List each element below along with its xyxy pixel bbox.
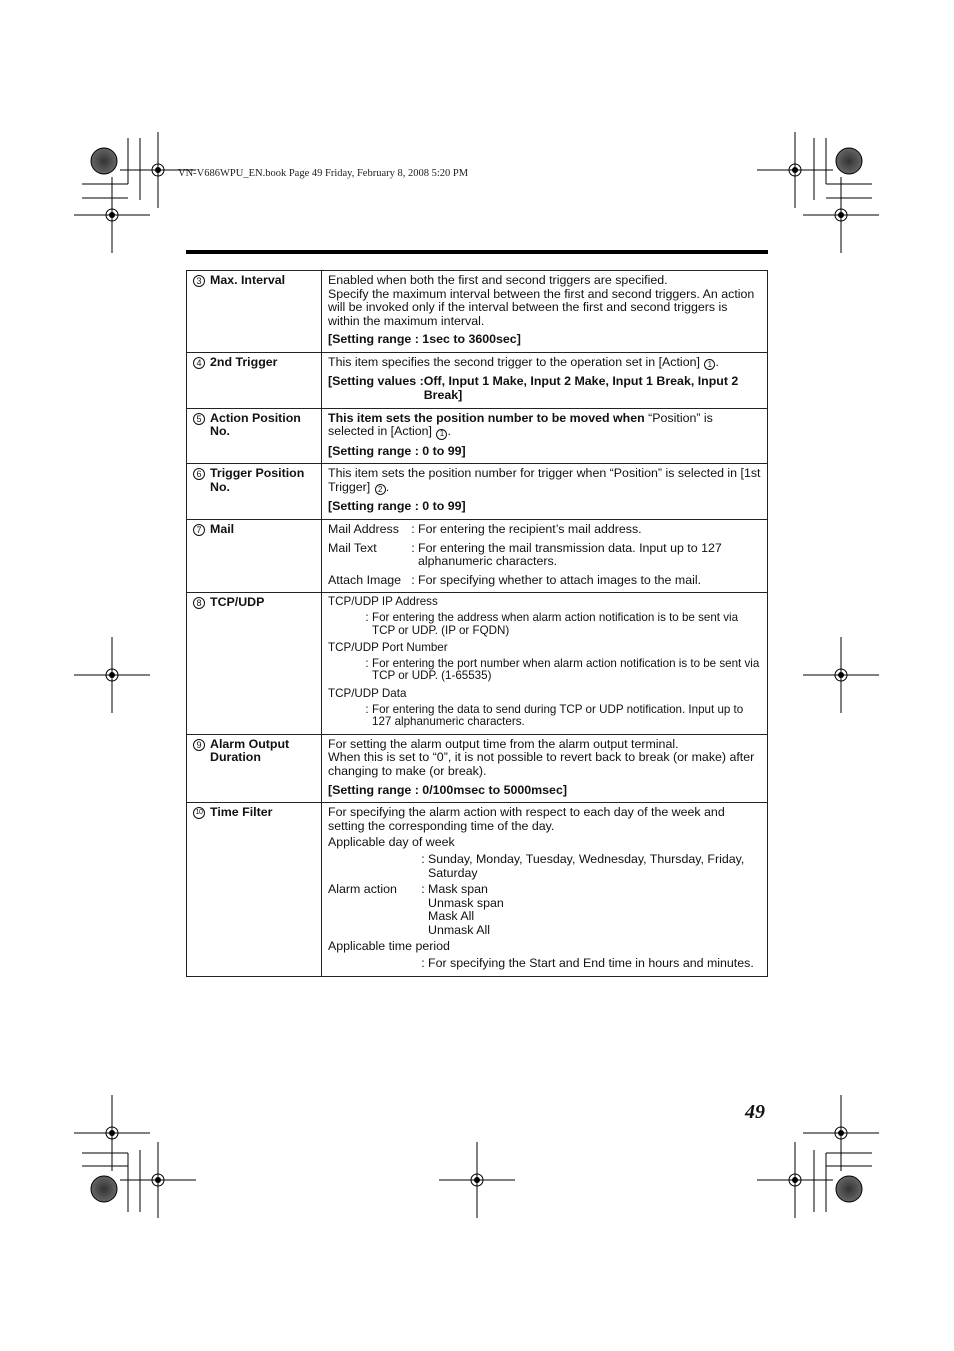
item-number: 8 [193,597,205,609]
print-header: VN-V686WPU_EN.book Page 49 Friday, February 8, 2008 5:20 PM [178,168,469,179]
setting-range: [Setting range : 0/100msec to 5000msec] [328,782,567,797]
list-item: : For entering the address when alarm action notification is to be sent via TCP or UDP. (IP or FQDN) [365,611,739,637]
list-item: Mail Text : For entering the mail transmission data. Input up to 127 alphanumeric characters. [328,540,722,569]
ref-number: 1 [436,429,447,440]
table-row [187,593,768,734]
description: Enabled when both the first and second triggers are specified. [328,273,668,287]
list-item: : For entering the port number when alarm action notification is to be sent via TCP or UDP. (1-65535) [365,656,760,683]
description: For specifying the alarm action with respect to each day of the week and setting the corresponding time of the day. [328,805,725,833]
description: Specify the maximum interval between the first and second triggers. An action will be invoked only if the interval between the first and second triggers is within the maximum interval. [328,286,755,328]
list-item-key: Applicable day of week [328,835,455,850]
setting-range: [Setting range : 1sec to 3600sec] [328,332,521,347]
item-number: 10 [193,807,205,819]
description: For setting the alarm output time from the alarm output terminal. [328,736,679,751]
list-item-key: TCP/UDP IP Address [328,595,438,609]
table-row [187,734,768,802]
list-item-key: Applicable time period [328,939,450,954]
table-row [187,271,768,353]
table-row [187,352,768,408]
table-row [187,408,768,464]
header-rule [186,250,768,254]
list-item-key: TCP/UDP Port Number [328,641,448,655]
table-row [187,803,768,977]
list-item: : For specifying the Start and End time in hours and minutes. [421,956,754,971]
description: This item sets the position number for trigger when “Position” is selected in [1st Trigger] 2 . [328,466,761,494]
list-item: Alarm action : Mask span Unmask span Mask All Unmask All [328,882,504,937]
description: This item sets the position number to be moved when “Position” is selected in [Action] 1 . [328,410,713,439]
item-label: TCP/UDP [210,595,265,610]
setting-range: [Setting range : 0 to 99] [328,499,466,514]
description: This item specifies the second trigger to the operation set in [Action] 1 . [328,354,719,369]
item-number: 4 [193,357,205,369]
item-number: 7 [193,524,205,536]
list-item: Mail Address : For entering the recipient’s mail address. [328,522,642,537]
item-label: Time Filter [210,805,273,820]
setting-range: [Setting range : 0 to 99] [328,443,466,458]
list-item: : Sunday, Monday, Tuesday, Wednesday, Thursday, Friday, Saturday [421,851,745,880]
item-label: Max. Interval [210,273,286,287]
description: When this is set to “0”, it is not possible to revert back to break (or make) after changing to make (or break). [328,750,755,778]
item-label: Mail [210,522,235,537]
ref-number: 1 [704,359,715,370]
ref-number: 2 [375,484,386,495]
item-label: Trigger Position No. [210,466,305,494]
item-number: 9 [193,739,205,751]
item-number: 5 [193,413,205,425]
table-row [187,464,768,520]
list-item-key: TCP/UDP Data [328,686,407,700]
settings-table [186,270,768,977]
item-number: 3 [193,275,205,287]
item-label: Alarm Output Duration [210,736,290,765]
page-number: 49 [745,1101,765,1123]
list-item: Attach Image : For specifying whether to attach images to the mail. [328,572,702,587]
list-item: : For entering the data to send during TCP or UDP notification. Input up to 127 alphanumeric characters. [365,702,744,729]
setting-values: [Setting values : Off, Input 1 Make, Input 2 Make, Input 1 Break, Input 2 Break] [328,374,739,403]
item-number: 6 [193,468,205,480]
item-label: 2nd Trigger [210,354,278,369]
item-label: Action Position No. [210,410,301,439]
table-row [187,520,768,593]
